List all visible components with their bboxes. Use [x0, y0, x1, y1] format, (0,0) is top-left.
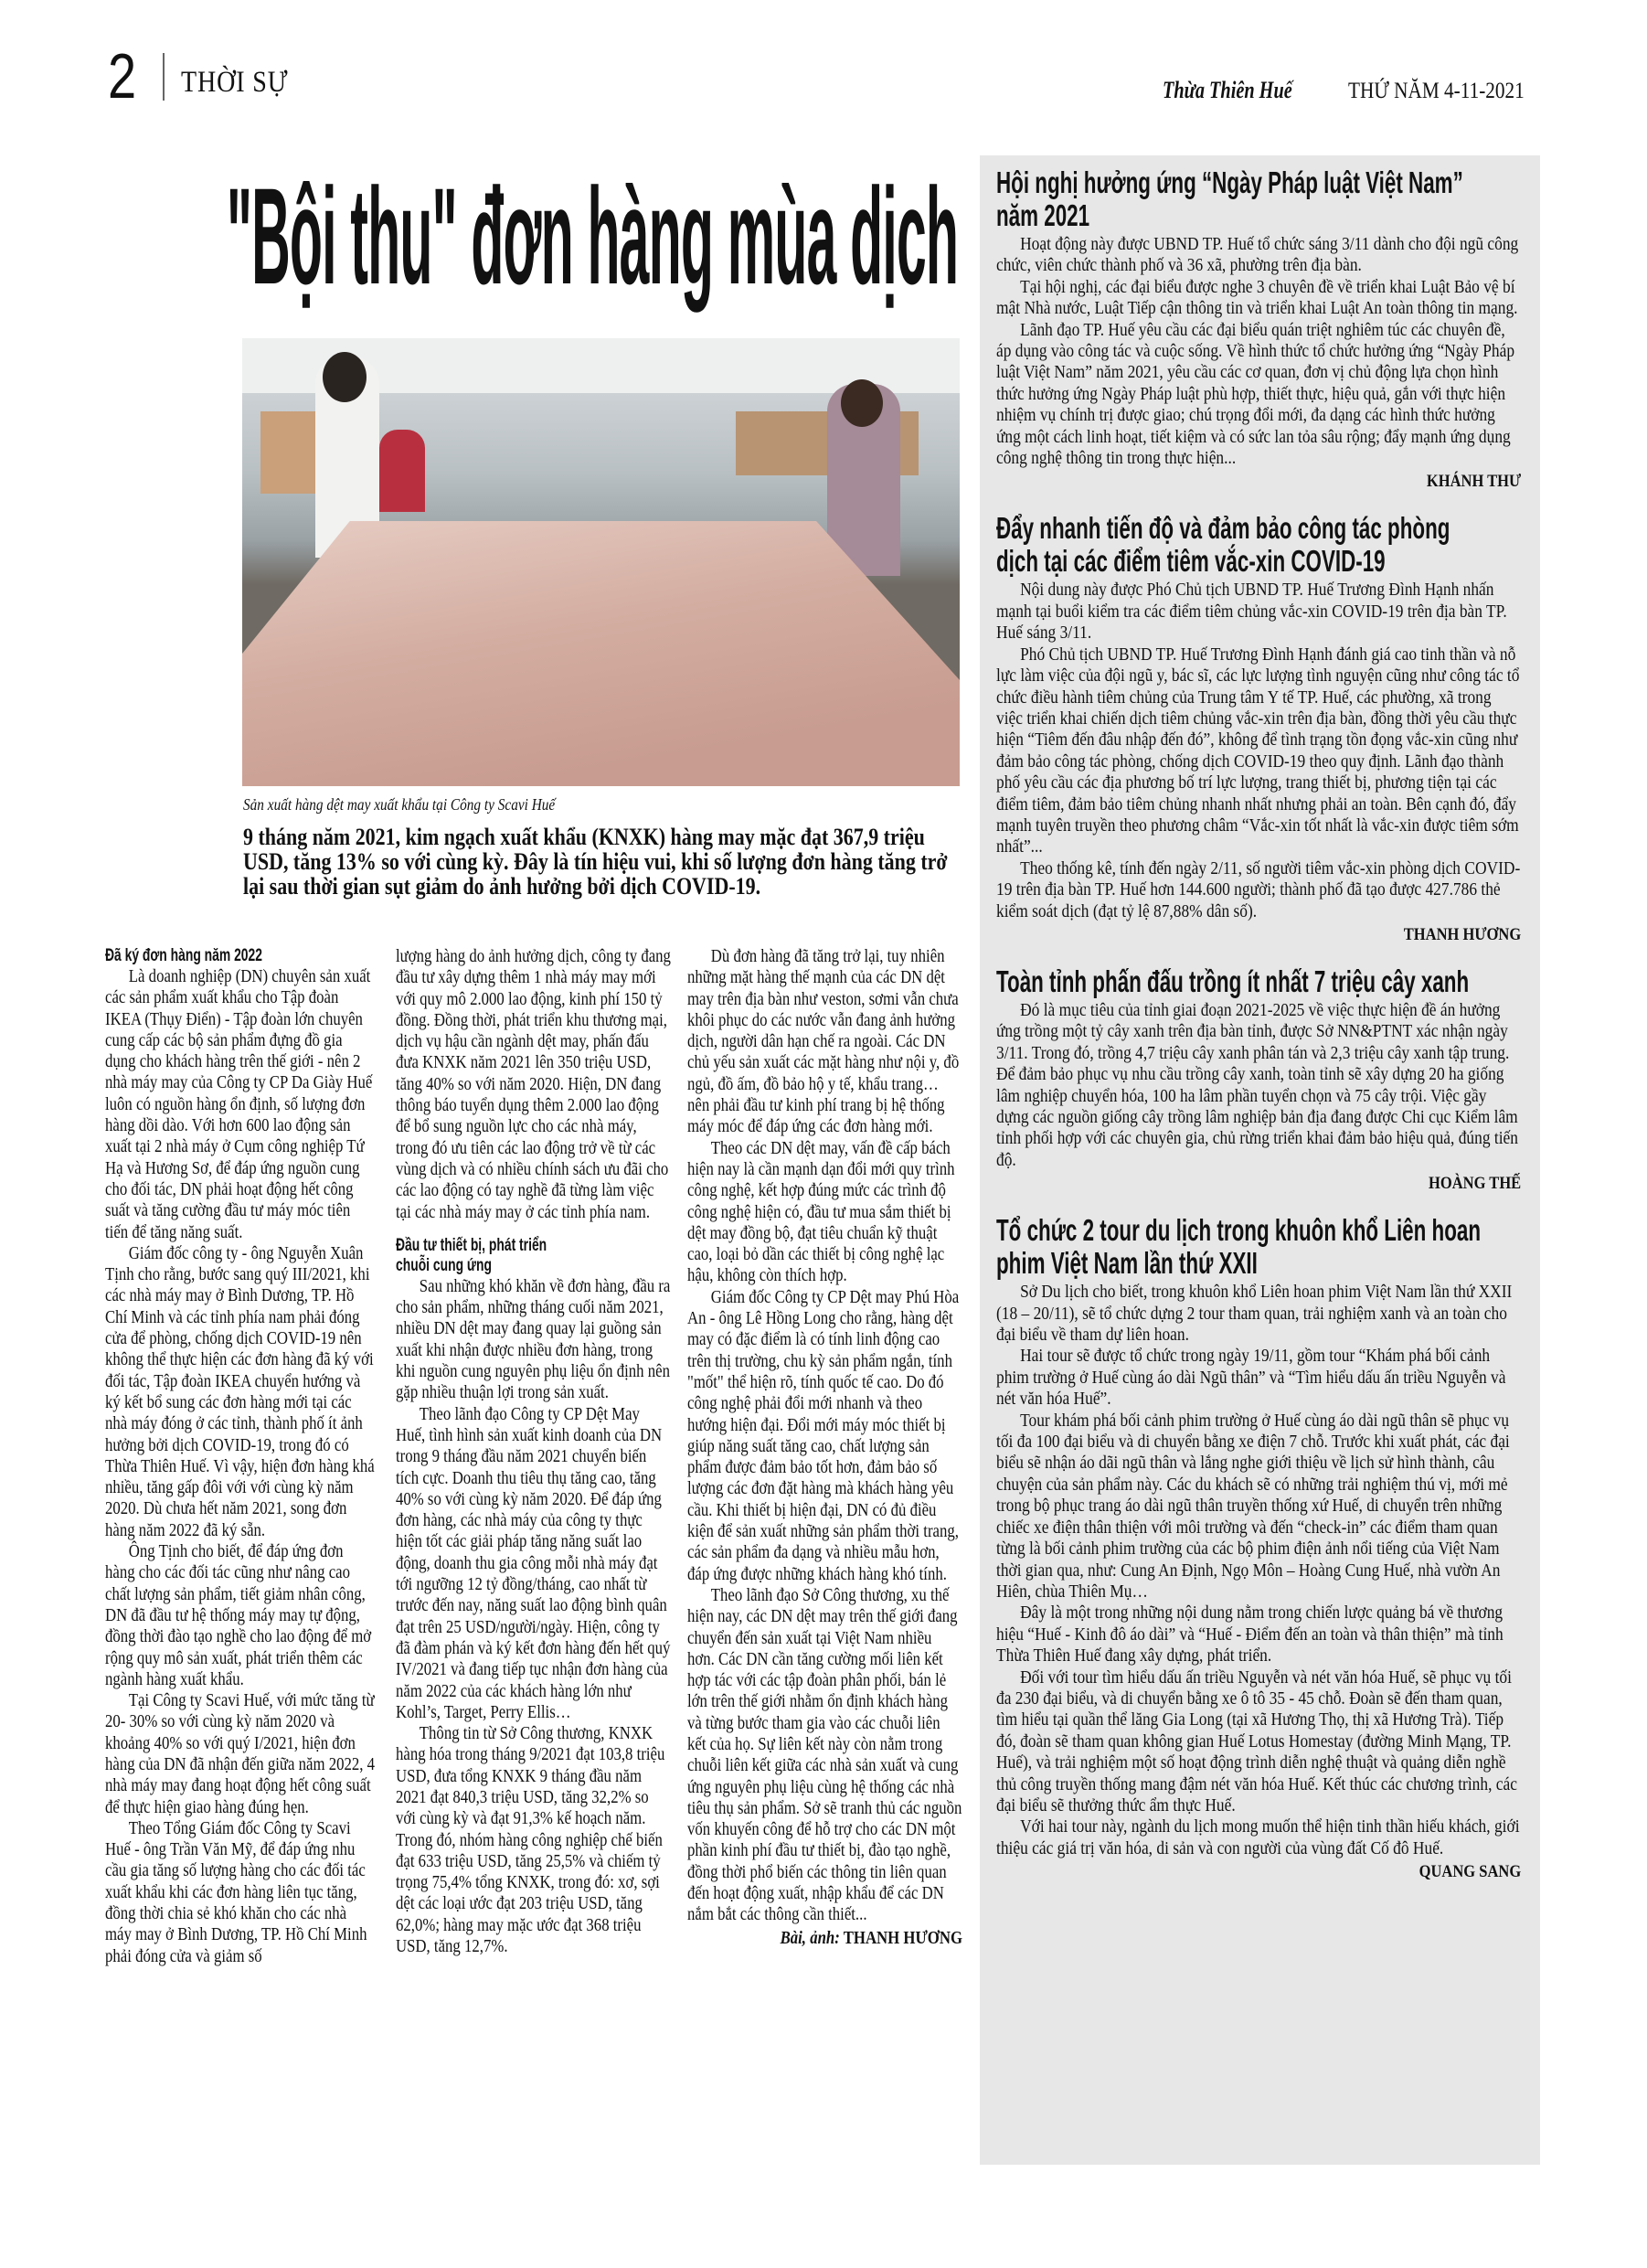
subheading: Đã ký đơn hàng năm 2022 [105, 946, 262, 965]
paragraph: Đó là mục tiêu của tỉnh giai đoạn 2021-2025 về việc thực hiện đề án hưởng ứng trồng một tỷ cây xanh trên địa bàn tỉnh, được Sở NN&PTNT xác nhận ngày 3/11. Trong đó, trồng 4,7 triệu cây xanh phân tán và 2,3 triệu cây xanh tập trung. Để đảm bảo phục vụ nhu cầu trồng cây xanh, toàn tỉnh sẽ xây dựng 20 ha giống lâm nghiệp chuyển hóa, 100 ha lâm phần tuyển chọn và 75 cây trội. Việc gầy dựng các nguồn giống cây trồng lâm nghiệp bản địa đang được Chi cục Kiểm lâm tỉnh phối hợp với các chuyên gia, chủ rừng triển khai đảm bảo hiệu quả, đúng tiến độ. [996, 999, 1518, 1170]
paragraph: Giám đốc công ty - ông Nguyễn Xuân Tịnh cho rằng, bước sang quý III/2021, khi các nhà máy may ở Bình Dương, TP. Hồ Chí Minh và các tỉnh phía nam phải đóng cửa để phòng, chống dịch COVID-19 nên không thể thực hiện các đơn hàng đã ký với đối tác, Tập đoàn IKEA chuyển hướng và ký kết bổ sung các đơn hàng mới tại các nhà máy đóng ở các tỉnh, thành phố ít ảnh hưởng bởi dịch COVID-19, trong đó có Thừa Thiên Huế. Vì vậy, hiện đơn hàng khá nhiều, tăng gấp đôi với với cùng kỳ năm 2020. Dù chưa hết năm 2021, song đơn hàng năm 2022 đã ký sẵn. [105, 1243, 375, 1540]
paragraph: Theo thống kê, tính đến ngày 2/11, số người tiêm vắc-xin phòng dịch COVID-19 trên địa bàn TP. Huế hơn 144.600 người; thành phố đã tạo được 427.786 thẻ kiểm soát dịch (đạt tỷ lệ 87,88% dân số). [996, 857, 1521, 921]
paragraph: Ông Tịnh cho biết, để đáp ứng đơn hàng cho các đối tác cũng như nâng cao chất lượng sản phẩm, tiết giảm nhân công, DN đã đầu tư hệ thống máy may tự động, đồng thời đào tạo nghề cho lao động để mở rộng quy mô sản xuất, phát triển thêm các ngành hàng xuất khẩu. [105, 1542, 372, 1689]
story-title: Toàn tỉnh phấn đấu trồng ít nhất 7 triệu cây xanh [996, 964, 1470, 998]
article-photo [242, 338, 960, 786]
paragraph: Tour khám phá bối cảnh phim trường ở Huế cùng áo dài ngũ thân sẽ phục vụ tối đa 100 đại biểu và di chuyển bằng xe điện 7 chỗ. Trước khi xuất phát, các đại biểu sẽ nhận áo dãi ngũ thân và lắng nghe giới thiệu về lịch sử hình thành, câu chuyện của sản phẩm này. Các du khách sẽ có những trải nghiệm thú vị, mới mẻ trong bộ phục trang áo dài ngũ thân truyền thống xứ Huế, di chuyển trên những chiếc xe điện thân thiện với môi trường và đến “check-in” các điểm tham quan từng là bối cảnh phim trường của các bộ phim điện ảnh nổi tiếng của Việt Nam thời gian qua, như: Cung An Định, Ngọ Môn – Hoàng Cung Huế, nhà vườn An Hiên, chùa Thiên Mụ… [996, 1410, 1510, 1602]
paragraph: Đây là một trong những nội dung nằm trong chiến lược quảng bá về thương hiệu “Huế - Kinh đô áo dài” và “Huế - Điểm đến an toàn và thân thiện” mà tỉnh Thừa Thiên Huế đang xây dựng, phát triển. [996, 1603, 1504, 1666]
photo-caption: Sản xuất hàng dệt may xuất khẩu tại Công ty Scavi Huế [243, 795, 556, 814]
section-name: THỜI SỰ [181, 66, 289, 99]
story-author: THANH HƯƠNG [1403, 924, 1522, 944]
paragraph: Theo lãnh đạo Công ty CP Dệt May Huế, tình hình sản xuất kinh doanh của DN trong 9 tháng đầu năm 2021 chuyển biến tích cực. Doanh thu tiêu thụ tăng cao, tăng 40% so với cùng kỳ năm 2020. Để đáp ứng đơn hàng, các nhà máy của công ty thực hiện tốt các giải pháp tăng năng suất lao động, doanh thu gia công mỗi nhà máy đạt tới ngưỡng 12 tỷ đồng/tháng, cao nhất từ trước đến nay, năng suất lao động bình quân đạt trên 25 USD/người/ngày. Hiện, công ty đã đàm phán và ký kết đơn hàng đến hết quý IV/2021 và đang tiếp tục nhận đơn hàng của năm 2022 của các khách hàng lớn như Kohl’s, Target, Perry Ellis… [396, 1404, 671, 1722]
paragraph: Theo các DN dệt may, vấn đề cấp bách hiện nay là cần mạnh dạn đổi mới quy trình công nghệ, kết hợp đúng mức các trình độ công nghệ hiện có, đầu tư mua sắm thiết bị dệt may đồng bộ, đạt tiêu chuẩn kỹ thuật cao, loại bỏ dần các thiết bị công nghệ lạc hậu, không còn thích hợp. [687, 1138, 955, 1286]
article-column-3 [687, 946, 1007, 1949]
paragraph: Sở Du lịch cho biết, trong khuôn khổ Liên hoan phim Việt Nam lần thứ XXII (18 – 20/11), sẽ tổ chức dựng 2 tour tham quan, trải nghiệm xanh và an toàn cho đại biểu về tham dự liên hoan. [996, 1282, 1513, 1346]
story-title: Hội nghị hưởng ứng “Ngày Pháp luật Việt Nam” năm 2021 [996, 165, 1463, 232]
paragraph: Theo lãnh đạo Sở Công thương, xu thế hiện nay, các DN dệt may trên thế giới đang chuyển đến sản xuất tại Việt Nam nhiều hơn. Các DN cần tăng cường mối liên kết hợp tác với các tập đoàn phân phối, bán lẻ lớn trên thế giới nhằm ổn định khách hàng và từng bước tham gia vào các chuỗi liên kết của họ. Sự liên kết này còn nằm trong chuỗi liên kết giữa các nhà sản xuất và cung ứng nguyên phụ liệu cùng hệ thống các nhà tiêu thụ sản phẩm. Sở sẽ tranh thủ các nguồn vốn khuyến công để hỗ trợ cho các DN một phần kinh phí đầu tư thiết bị, đào tạo nghề, đồng thời phổ biến các thông tin liên quan đến hoạt động xuất, nhập khẩu để các DN nắm bắt các thông cần thiết... [687, 1585, 962, 1925]
brief-story-vaccination [996, 512, 1521, 945]
article-column-2 [396, 946, 716, 1957]
brief-story-law-day [996, 166, 1521, 492]
issue-date: THỨ NĂM 4-11-2021 [1348, 79, 1525, 103]
paragraph: Nội dung này được Phó Chủ tịch UBND TP. Huế Trương Đình Hạnh nhấn mạnh tại buổi kiểm tra các điểm tiêm chủng vắc-xin COVID-19 trên địa bàn TP. Huế sáng 3/11. [996, 580, 1507, 644]
story-author: KHÁNH THƯ [1426, 472, 1522, 492]
brief-story-trees [996, 965, 1521, 1194]
byline-prefix: Bài, ảnh: [780, 1928, 840, 1948]
header-divider [163, 53, 165, 101]
paragraph: Sau những khó khăn về đơn hàng, đầu ra cho sản phẩm, những tháng cuối năm 2021, nhiều DN dệt may đang quay lại guồng sản xuất khi nhận được nhiều đơn hàng, trong khi nguồn cung nguyên phụ liệu ổn định nên gặp nhiều thuận lợi trong sản xuất. [396, 1276, 671, 1403]
story-author: QUANG SANG [1419, 1862, 1522, 1882]
paragraph: Giám đốc Công ty CP Dệt may Phú Hòa An - ông Lê Hồng Long cho rằng, hàng dệt may có đặc điểm là có tính linh động cao trên thị trường, chu kỳ sản phẩm ngắn, tính "mốt" thể hiện rõ, tính quốc tế cao. Do đó công nghệ phải đổi mới nhanh và theo hướng hiện đại. Đổi mới máy móc thiết bị giúp năng suất tăng cao, chất lượng sản phẩm được đảm bảo tốt hơn, đảm bảo số lượng các đơn đặt hàng mà khách hàng yêu cầu. Khi thiết bị hiện đại, DN có đủ điều kiện để sản xuất những sản phẩm thời trang, các sản phẩm đa dạng và nhiều mẫu hơn, đáp ứng được những khách hàng khó tính. [687, 1287, 960, 1584]
article-lead: 9 tháng năm 2021, kim ngạch xuất khẩu (KNXK) hàng may mặc đạt 367,9 triệu USD, tăng 13% so với cùng kỳ. Đây là tín hiệu vui, khi số lượng đơn hàng tăng trở lại sau thời gian sụt giảm do ảnh hưởng bởi dịch COVID-19. [243, 824, 948, 900]
paragraph: Phó Chủ tịch UBND TP. Huế Trương Đình Hạnh đánh giá cao tinh thần và nỗ lực làm việc của đội ngũ y, bác sĩ, các lực lượng tình nguyện cũng như công tác tổ chức điều hành tiêm chủng của Trung tâm Y tế TP. Huế, các phường, xã trong việc triển khai chiến dịch tiêm chủng vắc-xin trên địa bàn, đồng thời yêu cầu thực hiện “Tiêm đến đâu nhập đến đó”, không để tình trạng tồn đọng vắc-xin cũng như đảm bảo công tác phòng, chống dịch COVID-19 theo quy định. Lãnh đạo thành phố yêu cầu các địa phương bố trí lực lượng, trang thiết bị, phương tiện tại các điểm tiêm, đảm bảo tiêm chủng nhanh nhất nhưng phải an toàn. Bên cạnh đó, đẩy mạnh tuyên truyền theo phương châm “Vắc-xin tốt nhất là vắc-xin được tiêm sớm nhất”... [996, 644, 1520, 857]
story-title: Đẩy nhanh tiến độ và đảm bảo công tác phòng dịch tại các điểm tiêm vắc-xin COVID-19 [996, 511, 1450, 579]
page-number: 2 [108, 40, 137, 112]
paragraph: Tại hội nghị, các đại biểu được nghe 3 chuyên đề về triển khai Luật Bảo vệ bí mật Nhà nước, Luật Tiếp cận thông tin và triển khai Luật An toàn thông tin mạng. [996, 276, 1518, 319]
paragraph: Hai tour sẽ được tổ chức trong ngày 19/11, gồm tour “Khám phá bối cảnh phim trường ở Huế cùng áo dài Ngũ thân” và “Tìm hiểu dấu ấn triều Nguyễn và nét văn hóa Huế”. [996, 1346, 1506, 1410]
subheading: Đầu tư thiết bị, phát triển chuỗi cung ứng [396, 1235, 547, 1275]
main-headline: "Bội thu" đơn hàng mùa dịch [227, 159, 959, 313]
article-column-1 [105, 946, 420, 1967]
paragraph: lượng hàng do ảnh hưởng dịch, công ty đang đầu tư xây dựng thêm 1 nhà máy may mới với quy mô 2.000 lao động, kinh phí 150 tỷ đồng. Đồng thời, phát triển khu thương mại, dịch vụ hậu cần ngành dệt may, phấn đấu đưa KNXK năm 2021 lên 350 triệu USD, tăng 40% so với năm 2020. Hiện, DN đang thông báo tuyển dụng thêm 2.000 lao động để bổ sung nguồn lực cho các nhà máy, trong đó ưu tiên các lao động trở về từ các vùng dịch và có nhiều chính sách ưu đãi cho các lao động có tay nghề đã từng làm việc tại các nhà máy may ở các tỉnh phía nam. [396, 947, 671, 1222]
paragraph: Là doanh nghiệp (DN) chuyên sản xuất các sản phẩm xuất khẩu cho Tập đoàn IKEA (Thụy Điển) - Tập đoàn lớn chuyên cung cấp các bộ sản phẩm đựng đồ gia dụng cho khách hàng trên thế giới - nên 2 nhà máy may của Công ty CP Da Giày Huế luôn có nguồn hàng ổn định, số lượng đơn hàng dồi dào. Với hơn 600 lao động sản xuất tại 2 nhà máy ở Cụm công nghiệp Tứ Hạ và Hương Sơ, để đáp ứng nguồn cung cho đối tác, DN phải hoạt động hết công suất và tăng cường đầu tư máy móc tiên tiến để tăng năng suất. [105, 967, 373, 1242]
paragraph: Hoạt động này được UBND TP. Huế tổ chức sáng 3/11 dành cho đội ngũ công chức, viên chức thành phố và 36 xã, phường trên địa bàn. [996, 234, 1519, 276]
news-brief-sidebar [980, 155, 1540, 2165]
story-author: HOÀNG THẾ [1429, 1174, 1522, 1194]
paragraph: Lãnh đạo TP. Huế yêu cầu các đại biểu quán triệt nghiêm túc các chuyên đề, áp dụng vào công tác và cuộc sống. Về hình thức tổ chức hưởng ứng “Ngày Pháp luật Việt Nam” năm 2021, yêu cầu các cơ quan, đơn vị chủ động lựa chọn hình thức hưởng ứng Ngày Pháp luật phù hợp, thiết thực, hiệu quả, gắn với thực hiện nhiệm vụ chính trị được giao; chú trọng đổi mới, đa dạng các hình thức hưởng ứng một cách linh hoạt, tiết kiệm và có sức lan tỏa sâu rộng; đẩy mạnh ứng dụng công nghệ thông tin trong thực hiện... [996, 319, 1515, 469]
paragraph: Theo Tổng Giám đốc Công ty Scavi Huế - ông Trần Văn Mỹ, để đáp ứng nhu cầu gia tăng số lượng hàng cho các đối tác xuất khẩu khi các đơn hàng liên tục tăng, đồng thời chia sẻ khó khăn cho các nhà máy may ở Bình Dương, TP. Hồ Chí Minh phải đóng cửa và giảm số [105, 1818, 367, 1966]
byline-author: THANH HƯƠNG [843, 1928, 962, 1948]
newspaper-name: Thừa Thiên Huế [1163, 77, 1292, 103]
paragraph: Đối với tour tìm hiểu dấu ấn triều Nguyễn và nét văn hóa Huế, sẽ phục vụ tối đa 230 đại biểu, và di chuyển bằng xe ô tô 35 - 45 chỗ. Đoàn sẽ đến tham quan, tìm hiểu tại quần thể lăng Gia Long (tại xã Hương Thọ, thị xã Hương Trà). Tiếp đó, đoàn sẽ tham quan không gian Huế Lotus Homestay (đường Minh Mạng, TP. Huế), và trải nghiệm một số hoạt động trình diễn nghệ thuật và quảng diễn nghề thủ công truyền thống mang đậm nét văn hóa Huế. Kết thúc các chương trình, các đại biểu sẽ thưởng thức ẩm thực Huế. [996, 1666, 1517, 1815]
paragraph: Dù đơn hàng đã tăng trở lại, tuy nhiên những mặt hàng thế mạnh của các DN dệt may trên địa bàn như veston, sơmi vẫn chưa khôi phục do các nước vẫn đang ảnh hưởng dịch, người dân hạn chế ra ngoài. Các DN chủ yếu sản xuất các mặt hàng như nội y, đồ ngủ, đồ ấm, đồ bảo hộ y tế, khẩu trang… nên phải đầu tư kinh phí trang bị hệ thống máy móc để đáp ứng các đơn hàng mới. [687, 947, 960, 1137]
story-title: Tổ chức 2 tour du lịch trong khuôn khổ Liên hoan phim Việt Nam lần thứ XXII [996, 1213, 1482, 1281]
paragraph: Tại Công ty Scavi Huế, với mức tăng từ 20- 30% so với cùng kỳ năm 2020 và khoảng 40% so với quý I/2021, hiện đơn hàng của DN đã nhận đến giữa năm 2022, 4 nhà máy may đang hoạt động hết công suất để thực hiện giao hàng đúng hẹn. [105, 1691, 376, 1817]
article-byline [687, 1928, 962, 1949]
brief-story-film-tours [996, 1214, 1521, 1882]
paragraph: Thông tin từ Sở Công thương, KNXK hàng hóa trong tháng 9/2021 đạt 103,8 triệu USD, đưa tổng KNXK 9 tháng đầu năm 2021 đạt 840,3 triệu USD, tăng 32,2% so với cùng kỳ và đạt 91,3% kế hoạch năm. Trong đó, nhóm hàng công nghiệp chế biến đạt 633 triệu USD, tăng 25,5% và chiếm tỷ trọng 75,4% tổng KNXK, trong đó: xơ, sợi dệt các loại ước đạt 203 triệu USD, tăng 62,0%; hàng may mặc ước đạt 368 triệu USD, tăng 12,7%. [396, 1724, 665, 1957]
paragraph: Với hai tour này, ngành du lịch mong muốn thể hiện tinh thần hiếu khách, giới thiệu các giá trị văn hóa, di sản và con người của vùng đất Cố đô Huế. [996, 1816, 1520, 1858]
